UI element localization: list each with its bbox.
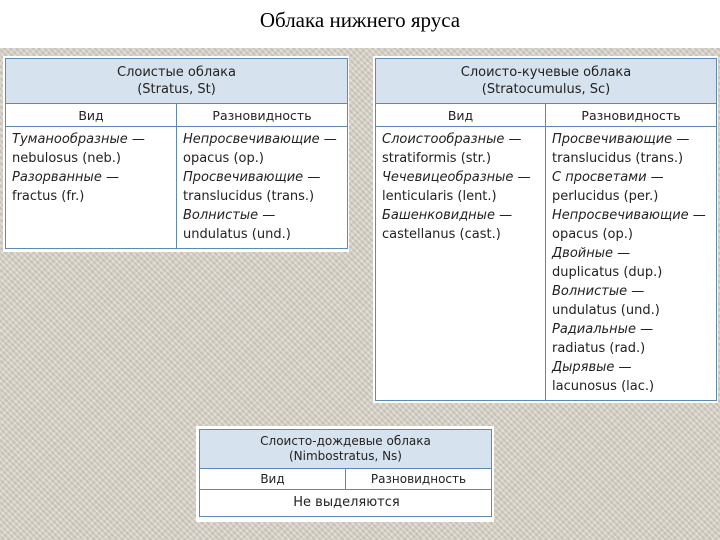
variety-ru: Непросвечивающие — [552, 208, 706, 223]
kind-ru: Туманообразные — [12, 132, 145, 147]
stratus-varieties-cell [177, 127, 348, 249]
stratocumulus-kinds-cell [376, 127, 546, 401]
nimbostratus-header-name: Слоисто-дождевые облака [260, 434, 431, 448]
nimbostratus-col-variety: Разновидность [346, 469, 492, 490]
kind-latin: lenticularis (lent.) [382, 189, 497, 204]
stratocumulus-header-name: Слоисто-кучевые облака [460, 65, 632, 80]
page-title: Облака нижнего яруса [259, 8, 461, 32]
stratus-table [5, 58, 348, 249]
list-item [552, 282, 712, 320]
nimbostratus-header-latin: (Nimbostratus, Ns) [289, 449, 402, 463]
variety-ru: Дырявые — [552, 360, 632, 375]
list-item [12, 130, 172, 168]
variety-ru: Радиальные — [552, 322, 654, 337]
stratus-col-kind: Вид [6, 104, 177, 127]
stratocumulus-varieties-cell [546, 127, 717, 401]
variety-latin: duplicatus (dup.) [552, 265, 663, 280]
kind-latin: castellanus (cast.) [382, 227, 501, 242]
variety-latin: translucidus (trans.) [183, 189, 315, 204]
kind-ru: Башенковидные — [382, 208, 513, 223]
kind-latin: stratiformis (str.) [382, 151, 492, 166]
list-item [552, 130, 712, 168]
variety-latin: undulatus (und.) [183, 227, 291, 242]
nimbostratus-col-kind: Вид [200, 469, 346, 490]
kind-ru: Слоистообразные — [382, 132, 522, 147]
stratus-header [6, 59, 348, 104]
stratus-header-name: Слоистые облака [117, 65, 236, 80]
list-item [552, 358, 712, 396]
nimbostratus-header [200, 430, 492, 469]
stratus-kinds-cell [6, 127, 177, 249]
variety-latin: perlucidus (per.) [552, 189, 659, 204]
list-item [382, 168, 541, 206]
variety-ru: Двойные — [552, 246, 631, 261]
list-item [382, 130, 541, 168]
list-item [552, 168, 712, 206]
variety-latin: radiatus (rad.) [552, 341, 646, 356]
stratus-header-latin: (Stratus, St) [137, 82, 216, 97]
list-item [183, 130, 343, 168]
variety-ru: Просвечивающие — [552, 132, 690, 147]
nimbostratus-note: Не выделяются [200, 490, 492, 517]
list-item [552, 244, 712, 282]
stratocumulus-table [375, 58, 717, 401]
variety-ru: Просвечивающие — [183, 170, 321, 185]
kind-latin: nebulosus (neb.) [12, 151, 121, 166]
stratus-col-variety: Разновидность [177, 104, 348, 127]
list-item [12, 168, 172, 206]
list-item [183, 168, 343, 206]
stratocumulus-header [376, 59, 717, 104]
list-item [552, 320, 712, 358]
list-item [552, 206, 712, 244]
variety-latin: undulatus (und.) [552, 303, 660, 318]
kind-latin: fractus (fr.) [12, 189, 85, 204]
variety-latin: lacunosus (lac.) [552, 379, 655, 394]
list-item [382, 206, 541, 244]
variety-latin: opacus (op.) [552, 227, 633, 242]
kind-ru: Разорванные — [12, 170, 119, 185]
variety-ru: Волнистые — [183, 208, 276, 223]
variety-ru: С просветами — [552, 170, 664, 185]
variety-ru: Непросвечивающие — [183, 132, 337, 147]
variety-ru: Волнистые — [552, 284, 645, 299]
variety-latin: opacus (op.) [183, 151, 264, 166]
nimbostratus-table [199, 429, 492, 517]
stratocumulus-col-variety: Разновидность [546, 104, 717, 127]
stratocumulus-header-latin: (Stratocumulus, Sc) [481, 82, 611, 97]
stratocumulus-col-kind: Вид [376, 104, 546, 127]
variety-latin: translucidus (trans.) [552, 151, 684, 166]
kind-ru: Чечевицеобразные — [382, 170, 531, 185]
list-item [183, 206, 343, 244]
